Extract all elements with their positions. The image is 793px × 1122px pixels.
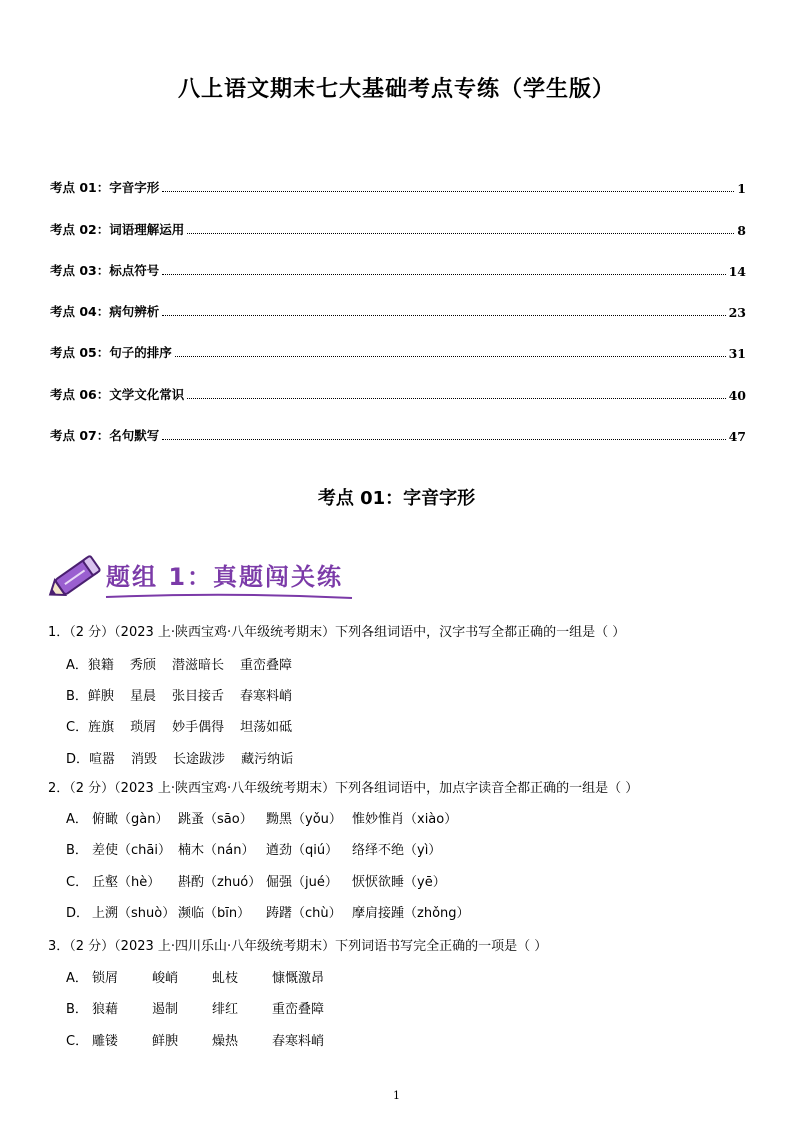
toc-leader-dots — [187, 233, 734, 234]
option-item: 消毁 — [131, 752, 158, 767]
question-option[interactable] — [66, 716, 292, 735]
toc-entry-page: 40 — [728, 387, 746, 403]
option-item: 络绎不绝（yì） — [352, 843, 442, 858]
question-option[interactable] — [66, 839, 441, 858]
option-item: 斟酌（zhuó） — [178, 875, 262, 890]
option-item: 旌旗 — [88, 720, 115, 735]
toc-entry-page: 1 — [737, 181, 746, 197]
option-item: 星晨 — [129, 689, 156, 704]
toc-entry-page: 14 — [728, 263, 746, 279]
option-item: 喧嚣 — [89, 752, 116, 767]
option-item: 重峦叠障 — [272, 1002, 325, 1017]
toc-leader-dots — [175, 356, 726, 357]
option-item: 差使（chāi） — [92, 843, 171, 858]
option-item: 春寒料峭 — [272, 1034, 325, 1049]
toc-leader-dots — [162, 439, 725, 440]
option-letter: D． — [66, 752, 90, 767]
option-item: 锁屑 — [92, 971, 119, 986]
option-item: 雕镂 — [92, 1034, 119, 1049]
option-item: 狼藉 — [92, 1002, 119, 1017]
pencil-icon — [48, 544, 108, 606]
toc-entry-label: 考点 04：病句辨析 — [50, 304, 160, 320]
option-item: 虬枝 — [212, 971, 239, 986]
toc-entry-label: 考点 06：文学文化常识 — [50, 386, 185, 402]
option-item: 惟妙惟肖（xiào） — [352, 812, 458, 827]
option-item: 藏污纳诟 — [241, 752, 294, 767]
document-title: 八上语文期末七大基础考点专练（学生版） — [177, 77, 615, 102]
option-letter: B． — [66, 689, 88, 704]
option-item: 燥热 — [212, 1034, 239, 1049]
option-item: 琐屑 — [130, 720, 157, 735]
table-of-contents — [50, 155, 746, 444]
question-stem: 2．（2 分）（2023 上·陕西宝鸡·八年级统考期末）下列各组词语中，加点字读音全都正确的一组是（ ） — [48, 781, 639, 796]
option-item: 春寒料峭 — [239, 689, 292, 704]
option-item: 慷慨激昂 — [272, 971, 325, 986]
option-letter: C． — [66, 1034, 89, 1049]
toc-entry-page: 8 — [737, 222, 746, 238]
toc-entry-page: 47 — [728, 429, 746, 445]
option-item: 张目接舌 — [171, 689, 224, 704]
question-option[interactable] — [66, 654, 292, 673]
question-option[interactable] — [66, 685, 292, 704]
toc-entry[interactable] — [50, 403, 746, 444]
question-option[interactable] — [66, 998, 324, 1017]
section-title: 考点 01：字音字形 — [317, 488, 476, 509]
question-option[interactable] — [66, 808, 457, 827]
toc-leader-dots — [162, 274, 725, 275]
question-option[interactable] — [66, 902, 470, 921]
option-item: 楠木（nán） — [178, 843, 255, 858]
banner-underline — [104, 592, 354, 602]
option-item: 濒临（bīn） — [178, 906, 251, 921]
option-item: 绯红 — [212, 1002, 239, 1017]
question-option[interactable] — [66, 1030, 324, 1049]
option-item: 妙手偶得 — [172, 720, 225, 735]
option-item: 长途跋涉 — [173, 752, 226, 767]
option-letter: B． — [66, 1002, 88, 1017]
toc-entry-page: 23 — [728, 305, 746, 321]
option-item: 峻峭 — [152, 971, 179, 986]
toc-entry[interactable] — [50, 279, 746, 320]
question-option[interactable] — [66, 748, 293, 767]
option-item: 秀颀 — [129, 658, 156, 673]
option-letter: D． — [66, 906, 90, 921]
group-banner — [48, 544, 348, 606]
toc-entry-label: 考点 05：句子的排序 — [50, 345, 172, 361]
option-item: 踌躇（chù） — [266, 906, 342, 921]
question-option[interactable] — [66, 967, 324, 986]
option-item: 遏制 — [152, 1002, 179, 1017]
question-option[interactable] — [66, 871, 446, 890]
option-item: 坦荡如砥 — [240, 720, 293, 735]
banner-text: 题组 1：真题闯关练 — [106, 563, 344, 591]
option-item: 上溯（shuò） — [92, 906, 176, 921]
toc-leader-dots — [187, 398, 725, 399]
option-item: 遒劲（qiú） — [266, 843, 339, 858]
option-item: 狼籍 — [87, 658, 114, 673]
question-stem: 1．（2 分）（2023 上·陕西宝鸡·八年级统考期末）下列各组词语中，汉字书写全都正确的一组是（ ） — [48, 625, 626, 640]
option-item: 摩肩接踵（zhǒng） — [352, 906, 470, 921]
option-item: 重峦叠障 — [239, 658, 292, 673]
option-item: 跳蚤（sāo） — [178, 812, 253, 827]
page-number: 1 — [393, 1089, 400, 1102]
toc-leader-dots — [162, 315, 725, 316]
toc-leader-dots — [162, 191, 734, 192]
option-item: 黝黑（yǒu） — [266, 812, 342, 827]
toc-entry[interactable] — [50, 238, 746, 279]
option-letter: B． — [66, 843, 88, 858]
toc-entry[interactable] — [50, 320, 746, 361]
option-item: 俯瞰（gàn） — [92, 812, 169, 827]
option-letter: A． — [66, 658, 88, 673]
option-letter: A． — [66, 812, 88, 827]
toc-entry[interactable] — [50, 361, 746, 402]
toc-entry-label: 考点 01：字音字形 — [50, 180, 160, 196]
toc-entry-page: 31 — [728, 346, 746, 362]
option-item: 倔强（jué） — [266, 875, 338, 890]
option-letter: C． — [66, 875, 89, 890]
option-letter: A． — [66, 971, 88, 986]
option-item: 鲜腴 — [152, 1034, 179, 1049]
option-item: 恹恹欲睡（yē） — [352, 875, 446, 890]
toc-entry[interactable] — [50, 196, 746, 237]
option-item: 潜滋暗长 — [171, 658, 224, 673]
toc-entry[interactable] — [50, 155, 746, 196]
question-stem: 3．（2 分）（2023 上·四川乐山·八年级统考期末）下列词语书写完全正确的一项是（ ） — [48, 939, 548, 954]
option-letter: C． — [66, 720, 89, 735]
option-item: 鲜腴 — [87, 689, 114, 704]
option-item: 丘壑（hè） — [92, 875, 161, 890]
toc-entry-label: 考点 03：标点符号 — [50, 262, 160, 278]
toc-entry-label: 考点 07：名句默写 — [50, 428, 160, 444]
toc-entry-label: 考点 02：词语理解运用 — [50, 221, 185, 237]
